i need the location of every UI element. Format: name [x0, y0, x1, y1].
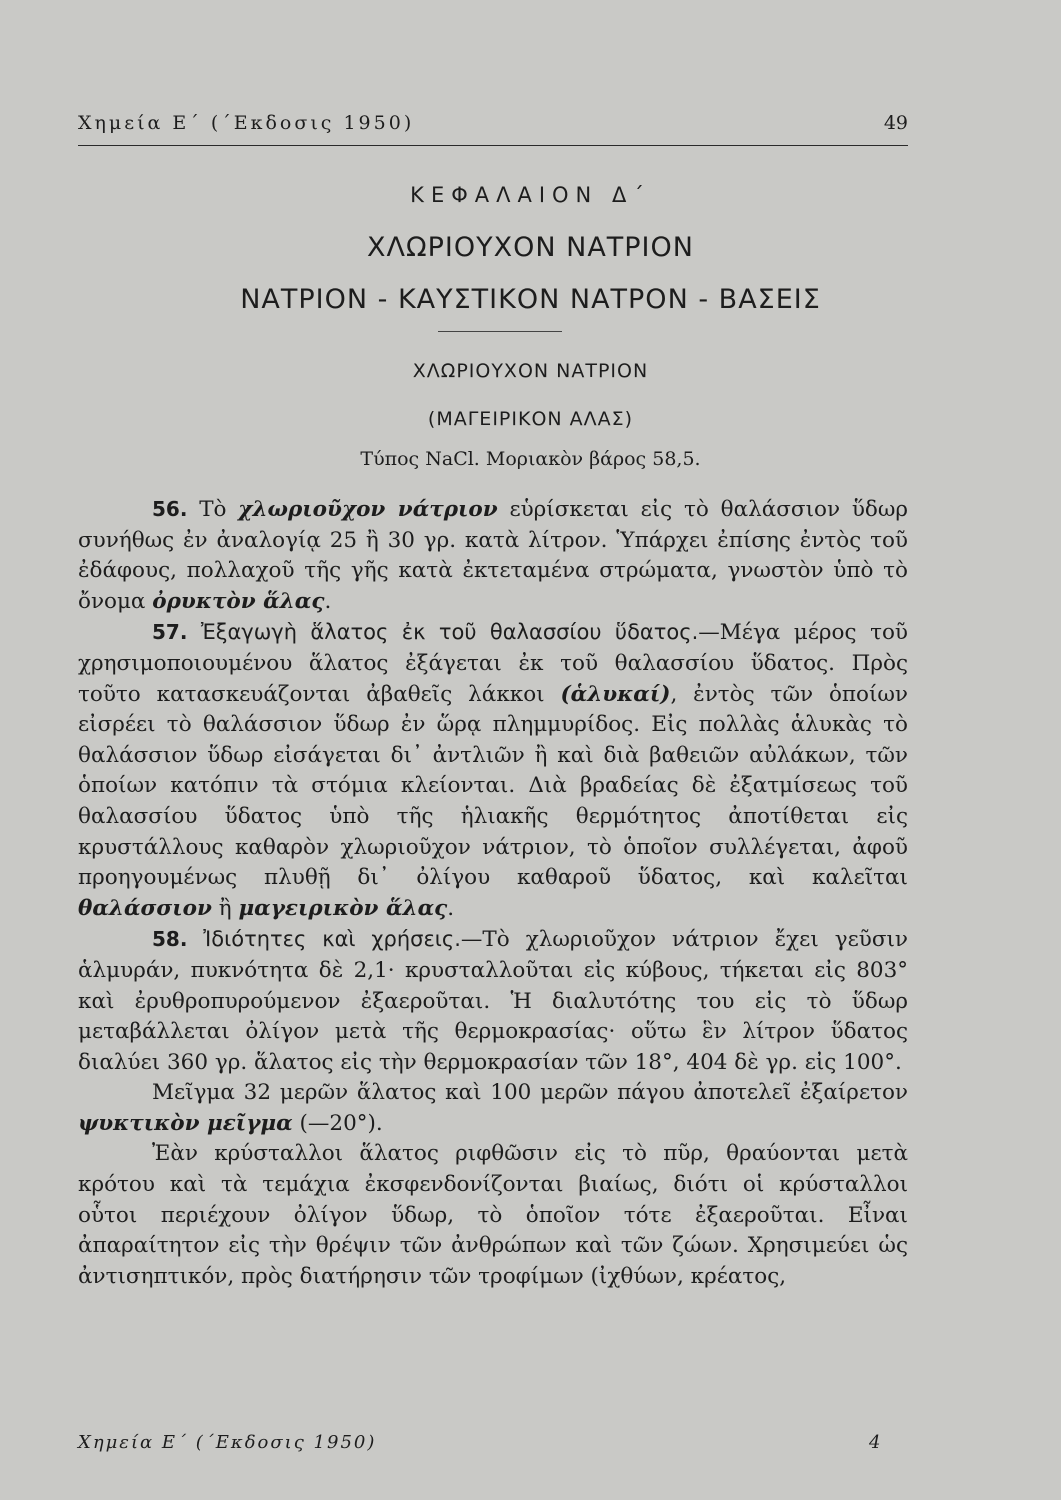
text-run: ἢ	[211, 895, 239, 921]
page-number: 49	[883, 112, 908, 134]
emphasis-term: χλωριοῦχον νάτριον	[238, 497, 498, 522]
section-heading: ΧΛΩΡΙΟΥΧΟΝ ΝΑΤΡΙΟΝ	[412, 360, 649, 382]
paragraph-title: Ἰδιότητες καὶ χρήσεις.	[187, 927, 461, 952]
paragraph-58	[78, 924, 908, 1078]
text-run: Τὸ	[187, 497, 239, 522]
chapter-title-line2: ΝΑΤΡΙΟΝ - ΚΑΥΣΤΙΚΟΝ ΝΑΤΡΟΝ - ΒΑΣΕΙΣ	[240, 284, 821, 315]
emphasis-term: (ἁλυκαί)	[560, 681, 671, 707]
sheet-number: 4	[869, 1432, 881, 1453]
emphasis-term: θαλάσσιον	[78, 895, 212, 921]
emphasis-term: μαγειρικὸν ἅλας	[238, 895, 448, 921]
body-text	[78, 494, 908, 1292]
text-run: .	[324, 588, 332, 614]
paragraph-crystals	[78, 1139, 908, 1292]
text-run: , ἐντὸς τῶν ὁποίων εἰσρέει τὸ θαλάσσιον ὕδωρ ἐν ὥρᾳ πλημμυρίδος. Εἰς πολλὰς ἁλυκὰς τὸ θαλάσσιον ὕδωρ εἰσάγεται δι᾽ ἀντλιῶν ἢ καὶ διὰ βαθειῶν αὐλάκων, τῶν ὁποίων κατόπιν τὰ στόμια κλείονται. Διὰ βραδείας δὲ ἐξατμίσεως τοῦ θαλασσίου ὕδατος ὑπὸ τῆς ἡλιακῆς θερμότητος ἀποτίθεται εἰς κρυστάλλους καθαρὸν χλωριοῦχον νάτριον, τὸ ὁποῖον συλλέγεται, ἀφοῦ προηγουμένως πλυθῇ δι᾽ ὀλίγου καθαροῦ ὕδατος, καὶ καλεῖται	[78, 681, 908, 891]
text-run: εὑρίσκεται εἰς τὸ θαλάσσιον ὕδωρ συνήθως ἐν ἀναλογίᾳ 25 ἢ 30 γρ. κατὰ λίτρον. Ὑπάρχει ἐπίσης ἐντὸς τοῦ ἐδάφους, πολλαχοῦ τῆς γῆς κατὰ ἐκτεταμένα στρώματα, γνωστὸν ὑπὸ τὸ ὄνομα	[78, 497, 909, 614]
paragraph-number: 57.	[152, 620, 188, 645]
emphasis-term: ὀρυκτὸν ἅλας	[152, 588, 325, 614]
text-run: Ἐὰν κρύσταλλοι ἅλατος ριφθῶσιν εἰς τὸ πῦρ, θραύονται μετὰ κρότου καὶ τὰ τεμάχια ἐκσφενδονίζονται βιαίως, διότι οἱ κρύσταλλοι οὗτοι περιέχουν ὀλίγον ὕδωρ, τὸ ὁποῖον τότε ἐξαεροῦται. Εἶναι ἀπαραίτητον εἰς τὴν θρέψιν τῶν ἀνθρώπων καὶ τῶν ζώων. Χρησιμεύει ὡς ἀντισηπτικόν, πρὸς διατήρησιν τῶν τροφίμων (ἰχθύων, κρέατος,	[78, 1141, 908, 1289]
running-title: Χημεία Ε΄ (΄Εκδοσις 1950)	[78, 112, 415, 134]
text-run: —Τὸ χλωριοῦχον νάτριον ἔχει γεῦσιν ἁλμυράν, πυκνότητα δὲ 2,1· κρυσταλλοῦται εἰς κύβους, τήκεται εἰς 803° καὶ ἐρυθροπυρούμενον ἐξαεροῦται. Ἡ διαλυτότης του εἰς τὸ ὕδωρ μεταβάλλεται ὀλίγον μετὰ τῆς θερμοκρασίας· οὕτω ἓν λίτρον ὕδατος διαλύει 360 γρ. ἅλατος εἰς τὴν θερμοκρασίαν τῶν 18°, 404 δὲ γρ. εἰς 100°.	[78, 927, 908, 1075]
paragraph-number: 58.	[152, 927, 188, 952]
paragraph-title: Ἐξαγωγὴ ἅλατος ἐκ τοῦ θαλασσίου ὕδατος.	[187, 620, 699, 645]
section-subheading: (ΜΑΓΕΙΡΙΚΟΝ ΑΛΑΣ)	[427, 408, 634, 430]
text-run: Μεῖγμα 32 μερῶν ἅλατος καὶ 100 μερῶν πάγου ἀποτελεῖ ἐξαίρετον	[152, 1080, 908, 1106]
text-run: —Μέγα μέρος τοῦ χρησιμοποιουμένου ἅλατος ἐξάγεται ἐκ τοῦ θαλασσίου ὕδατος. Πρὸς τοῦτο κατασκευάζονται ἀβαθεῖς λάκκοι	[78, 620, 908, 707]
chapter-label: ΚΕΦΑΛΑΙΟΝ Δ΄	[410, 183, 651, 207]
paragraph-mixture	[78, 1078, 908, 1139]
text-run: .	[447, 895, 455, 921]
emphasis-term: ψυκτικὸν μεῖγμα	[78, 1110, 293, 1136]
footer-signature: Χημεία Ε΄ (΄Εκδοσις 1950)	[78, 1432, 377, 1453]
text-run: (—20°).	[292, 1110, 383, 1136]
header-rule	[78, 145, 908, 146]
chapter-title-line1: ΧΛΩΡΙΟΥΧΟΝ ΝΑΤΡΙΟΝ	[367, 232, 694, 263]
section-divider	[438, 331, 562, 332]
paragraph-number: 56.	[152, 497, 188, 521]
formula-line: Τύπος NaCl. Μοριακὸν βάρος 58,5.	[360, 448, 701, 470]
running-header	[78, 112, 908, 144]
paragraph-57	[78, 617, 908, 924]
paragraph-56	[78, 494, 908, 617]
page-footer	[78, 1432, 908, 1460]
